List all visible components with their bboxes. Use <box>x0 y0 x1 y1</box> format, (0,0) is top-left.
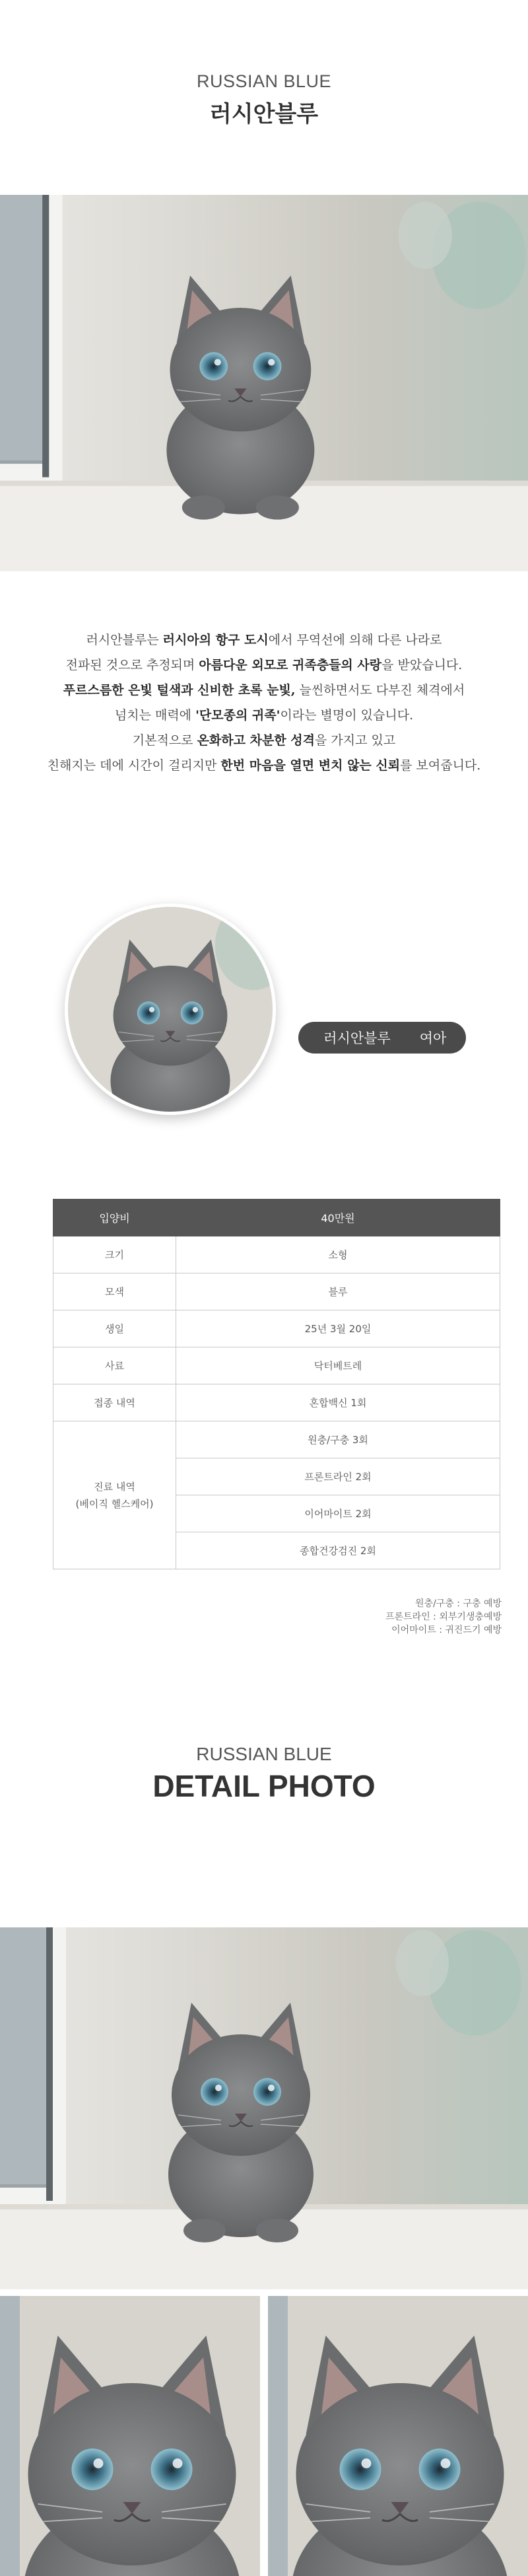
description-text: 에서 무역선에 의해 다른 나라로 <box>268 633 442 647</box>
row-label: 사료 <box>53 1347 176 1384</box>
highlight-text: 온화하고 차분한 성격 <box>197 733 315 748</box>
table-row <box>53 1236 500 1273</box>
care-item: 원충/구충 3회 <box>176 1421 500 1458</box>
detail-section-breed: RUSSIAN BLUE <box>196 1744 332 1764</box>
description-line <box>0 678 528 703</box>
profile-photo <box>65 904 276 1115</box>
row-label: 모색 <box>53 1273 176 1310</box>
table-row <box>53 1273 500 1310</box>
profile-gender: 여아 <box>419 1030 447 1046</box>
description-text: 전파된 것으로 추정되며 <box>65 658 199 672</box>
detail-photo-large <box>0 1927 528 2289</box>
row-label: 생일 <box>53 1310 176 1347</box>
care-item: 프론트라인 2회 <box>176 1458 500 1495</box>
description-text: 친해지는 데에 시간이 걸리지만 <box>47 758 221 773</box>
description-text: 을 받았습니다. <box>381 658 463 672</box>
highlight-text: 한번 마음을 열면 변치 않는 신뢰 <box>220 758 401 773</box>
note-line: 프론트라인 : 외부기생충예방 <box>385 1612 502 1622</box>
profile-name: 러시안블루 <box>323 1030 391 1046</box>
description-text: 이라는 별명이 있습니다. <box>280 708 414 723</box>
breed-name-korean: 러시안블루 <box>209 101 319 127</box>
highlight-text: 러시아의 항구 도시 <box>162 633 269 647</box>
description-line <box>0 653 528 678</box>
detail-photo-left <box>0 2296 260 2576</box>
adoption-label: 입양비 <box>53 1199 176 1236</box>
description-line <box>0 703 528 728</box>
care-item: 종합건강검진 2회 <box>176 1532 500 1569</box>
row-value: 혼합백신 1회 <box>176 1384 500 1421</box>
table-row <box>53 1199 500 1236</box>
care-label-sub: (베이직 헬스케어) <box>75 1497 154 1510</box>
care-label-main: 진료 내역 <box>94 1480 135 1493</box>
table-row <box>53 1310 500 1347</box>
description-text: 늘씬하면서도 다부진 체격에서 <box>295 683 465 698</box>
description-text: 러시안블루는 <box>86 633 163 647</box>
note-line: 원충/구충 : 구충 예방 <box>415 1598 502 1609</box>
care-label <box>53 1421 176 1569</box>
row-value: 소형 <box>176 1236 500 1273</box>
highlight-text: 아름다운 외모로 귀족층들의 사랑 <box>199 658 382 672</box>
highlight-text: '단모종의 귀족' <box>195 708 280 723</box>
detail-photo-right <box>268 2296 528 2576</box>
detail-section-title: DETAIL PHOTO <box>152 1769 376 1803</box>
description-text: 를 보여줍니다. <box>400 758 481 773</box>
row-label: 접종 내역 <box>53 1384 176 1421</box>
care-item: 이어마이트 2회 <box>176 1495 500 1532</box>
main-kitten-photo <box>0 195 528 571</box>
adoption-value: 40만원 <box>176 1199 500 1236</box>
description-line <box>0 728 528 753</box>
note-line: 이어마이트 : 귀진드기 예방 <box>391 1625 502 1635</box>
description-text: 기본적으로 <box>132 733 197 748</box>
description-line <box>0 753 528 778</box>
description-text: 넘치는 매력에 <box>114 708 196 723</box>
row-value: 블루 <box>176 1273 500 1310</box>
info-table <box>53 1199 500 1569</box>
breed-name-english: RUSSIAN BLUE <box>196 71 332 91</box>
row-value: 25년 3월 20일 <box>176 1310 500 1347</box>
care-notes <box>385 1597 502 1637</box>
table-row <box>53 1384 500 1421</box>
row-label: 크기 <box>53 1236 176 1273</box>
description-text: 을 가지고 있고 <box>315 733 396 748</box>
breed-description <box>0 627 528 778</box>
row-value: 닥터베트레 <box>176 1347 500 1384</box>
table-row <box>53 1421 500 1458</box>
description-line <box>0 627 528 653</box>
table-row <box>53 1347 500 1384</box>
highlight-text: 푸르스름한 은빛 털색과 신비한 초록 눈빛, <box>63 683 296 698</box>
profile-badge <box>298 1022 466 1054</box>
